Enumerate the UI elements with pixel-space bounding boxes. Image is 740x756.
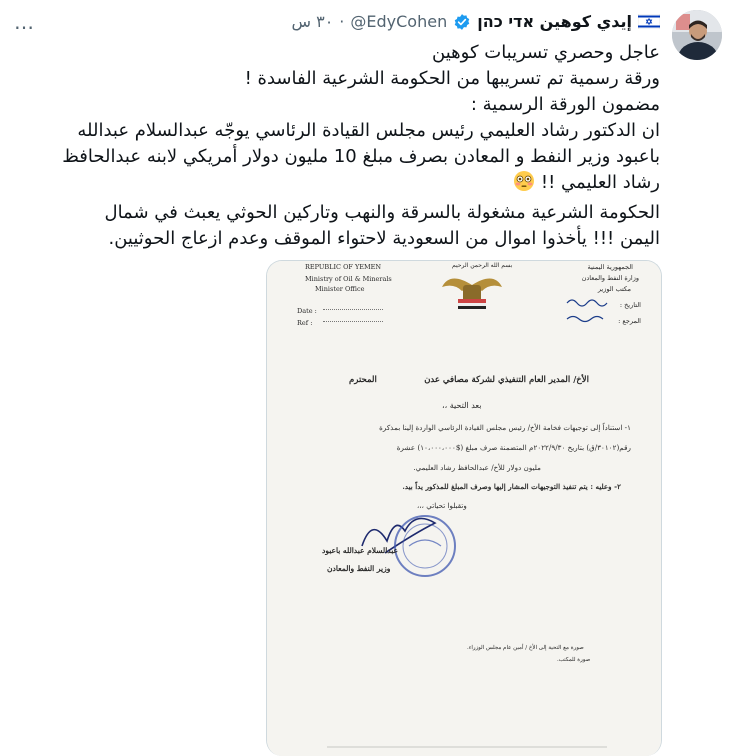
doc-signatory: عبدالسلام عبدالله باعبود [322,546,398,555]
tweet-line: الحكومة الشرعية مشغولة بالسرقة والنهب وتاركين الحوثي يعبث في شمال اليمن !!! يأخذوا اموال من السعودية لاحتواء الموقف وعدم ازعاج الحوثيين. [104,202,660,249]
author-handle[interactable]: @EdyCohen [350,12,448,31]
doc-closing: وتقبلوا تحياتي ،،، [417,501,467,510]
doc-header-en: REPUBLIC OF YEMEN [305,263,382,271]
verified-badge-icon [453,13,471,31]
doc-header-en: Minister Office [315,285,365,293]
doc-signatory-title: وزير النفط والمعادن [327,564,391,573]
doc-greeting: بعد التحية ،، [442,401,482,410]
israel-flag-icon [638,14,660,29]
doc-header-ar: وزارة النفط والمعادن [581,274,639,282]
doc-header-ar: الجمهورية اليمنية [587,263,633,271]
doc-date-label: Date : [297,307,317,315]
tweet-line: ورقة رسمية تم تسريبها من الحكومة الشرعية الفاسدة ! [244,68,660,89]
tweet-line [60,118,660,200]
doc-paragraph-line: ١- استناداً إلى توجيهات فخامة الأخ/ رئيس مجلس القيادة الرئاسي الواردة إلينا بمذكرة [379,423,631,432]
tweet-media-image[interactable] [266,260,662,756]
doc-paragraph-line: مليون دولار للأخ/ عبدالحافظ رشاد العليمي. [413,463,541,472]
doc-cc: صورة للمكتب. [557,657,591,663]
flushed-face-emoji-icon [513,170,535,200]
avatar[interactable] [672,10,722,60]
tweet-line-text: ان الدكتور رشاد العليمي رئيس مجلس القيادة الرئاسي يوجّه عبدالسلام عبدالله باعبود وزير النفط و المعادن بصرف مبلغ 10 مليون دولار أمريكي لابنه عبدالحافظ رشاد العليمي !! [62,120,660,193]
tweet-header [291,12,660,31]
doc-honorific: المحترم [349,375,377,385]
doc-ref-label: Ref : [297,319,313,327]
author-name[interactable]: إيدي كوهين אדי כהן [477,12,632,31]
doc-header-en: Ministry of Oil & Minerals [305,275,392,283]
doc-header-ar: مكتب الوزير [597,285,631,293]
doc-date-ar: التاريخ : [619,301,641,309]
leaked-document [267,261,661,756]
doc-ref-ar: المرجع : [618,317,641,325]
tweet-timestamp[interactable]: ٣٠ س [291,12,334,31]
doc-paragraph-line: ٢- وعليه : يتم تنفيذ التوجيهات المشار إليها وصرف المبلغ للمذكور يداً بيد. [402,482,621,491]
more-options-icon[interactable]: … [14,10,35,34]
tweet-text [60,40,660,252]
doc-cc: صورة مع التحية إلى الأخ / أمين عام مجلس الوزراء. [467,645,584,651]
tweet-line: مضمون الورقة الرسمية : [470,94,660,115]
doc-basmala: بسم الله الرحمن الرحيم [452,262,513,269]
doc-addressee: الأخ/ المدير العام التنفيذي لشركة مصافي عدن [424,375,589,385]
tweet-line: عاجل وحصري تسريبات كوهين [432,42,660,63]
doc-paragraph-line: رقم(٣٠١٠٢/ق) بتاريخ ٢٠٢٢/٩/٣٠م المتضمنة صرف مبلغ ($١٠،٠٠٠،٠٠٠) عشرة [396,443,631,452]
separator-dot: · [339,12,345,31]
